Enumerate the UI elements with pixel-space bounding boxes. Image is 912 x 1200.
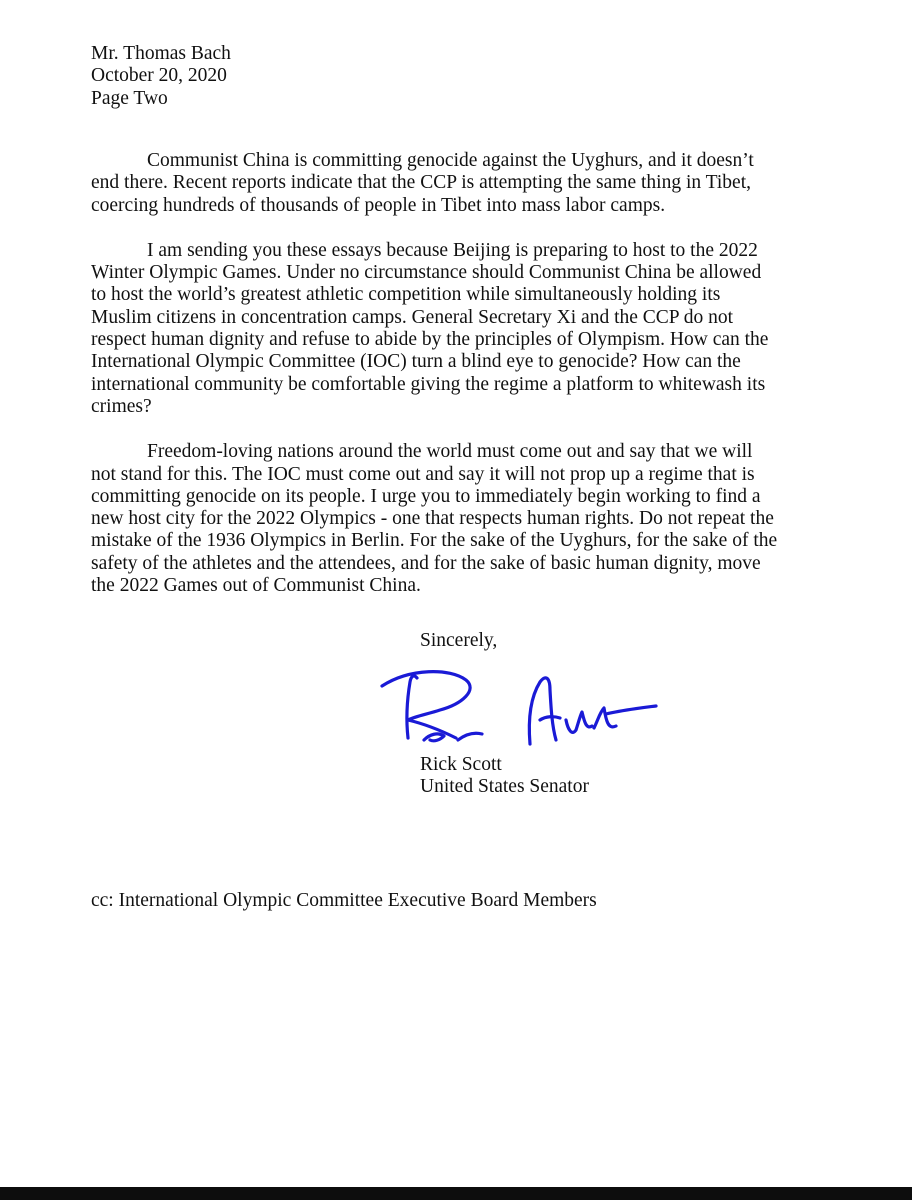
- bottom-bar: [0, 1187, 912, 1200]
- body-paragraph: [91, 150, 851, 217]
- recipient-name: Mr. Thomas Bach: [91, 43, 231, 64]
- paragraph-line: committing genocide on its people. I urge you to immediately begin working to find a: [91, 485, 761, 507]
- body-paragraph: [91, 441, 851, 597]
- paragraph-line: coercing hundreds of thousands of people in Tibet into mass labor camps.: [91, 194, 666, 216]
- signer-title: United States Senator: [420, 776, 589, 798]
- letter-date: October 20, 2020: [91, 65, 227, 87]
- paragraph-line: International Olympic Committee (IOC) turn a blind eye to genocide? How can the: [91, 351, 741, 373]
- signer-block: [420, 754, 589, 799]
- letter-header: [91, 43, 231, 110]
- paragraph-line: mistake of the 1936 Olympics in Berlin. For the sake of the Uyghurs, for the sake of the: [91, 530, 778, 552]
- handwritten-signature: [370, 660, 670, 760]
- paragraph-line: the 2022 Games out of Communist China.: [91, 575, 421, 597]
- page-label: Page Two: [91, 87, 168, 109]
- paragraph-line: Winter Olympic Games. Under no circumstance should Communist China be allowed: [91, 262, 762, 284]
- signer-name: Rick Scott: [420, 754, 502, 775]
- paragraph-line: not stand for this. The IOC must come out and say it will not prop up a regime that is: [91, 463, 755, 485]
- closing-salutation: Sincerely,: [420, 630, 498, 651]
- body-paragraph: [91, 240, 851, 418]
- paragraph-line: to host the world’s greatest athletic competition while simultaneously holding its: [91, 284, 721, 306]
- paragraph-line: international community be comfortable giving the regime a platform to whitewash its: [91, 373, 766, 395]
- paragraph-line: safety of the athletes and the attendees, and for the sake of basic human dignity, move: [91, 552, 761, 574]
- paragraph-line: end there. Recent reports indicate that the CCP is attempting the same thing in Tibet,: [91, 172, 751, 194]
- paragraph-line: Communist China is committing genocide against the Uyghurs, and it doesn’t: [147, 150, 754, 171]
- paragraph-line: Freedom-loving nations around the world must come out and say that we will: [147, 441, 753, 463]
- paragraph-line: new host city for the 2022 Olympics - one that respects human rights. Do not repeat the: [91, 508, 774, 530]
- paragraph-line: Muslim citizens in concentration camps. General Secretary Xi and the CCP do not: [91, 306, 734, 328]
- paragraph-line: I am sending you these essays because Beijing is preparing to host to the 2022: [147, 239, 758, 261]
- cc-line: cc: International Olympic Committee Executive Board Members: [91, 890, 597, 911]
- paragraph-line: crimes?: [91, 395, 152, 417]
- paragraph-line: respect human dignity and refuse to abide by the principles of Olympism. How can the: [91, 329, 769, 351]
- letter-body: [91, 150, 851, 620]
